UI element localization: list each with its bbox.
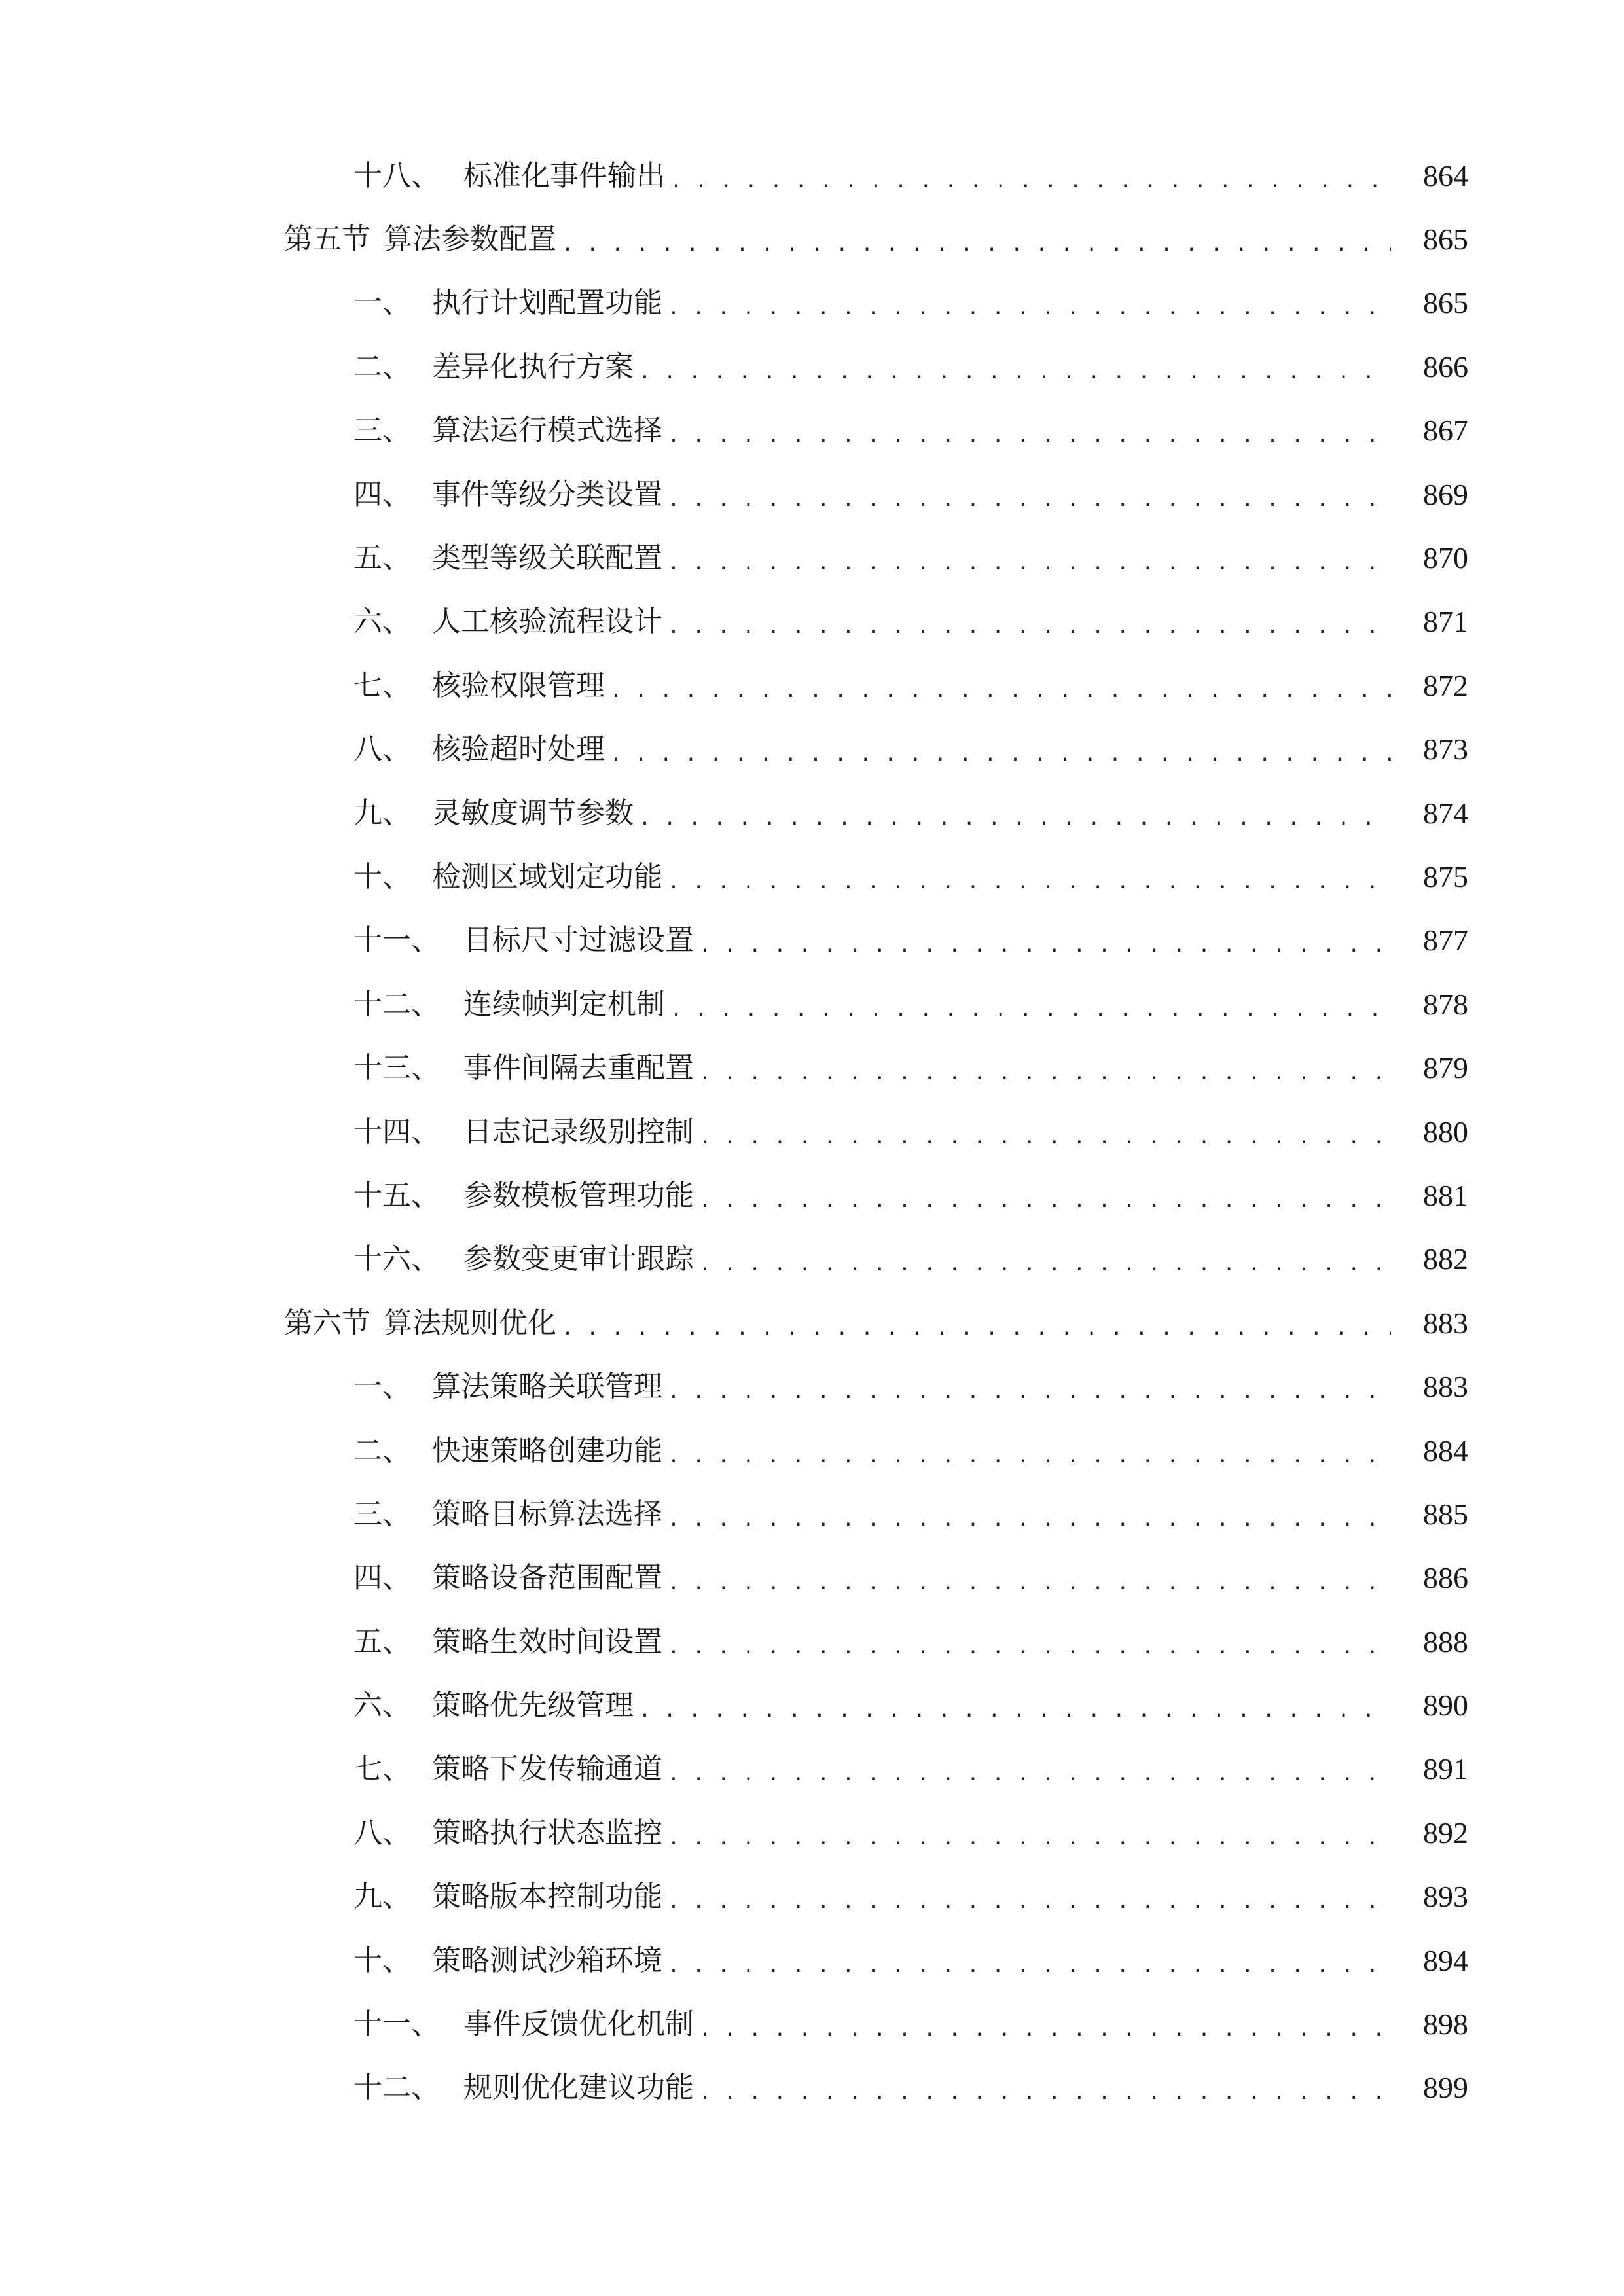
toc-entry-page: 886 xyxy=(1423,1561,1468,1595)
toc-entry-title: 策略目标算法选择 xyxy=(432,1497,662,1531)
toc-entry[interactable] xyxy=(0,590,1624,654)
toc-entry-page: 870 xyxy=(1423,541,1468,575)
dot-leader xyxy=(668,422,1391,450)
toc-entry-number: 七、 xyxy=(353,668,411,702)
toc-entry-title: 标准化事件输出 xyxy=(463,158,665,192)
toc-entry-number: 十四、 xyxy=(353,1115,440,1149)
toc-entry-title: 策略生效时间设置 xyxy=(432,1624,662,1659)
toc-entry-number: 十二、 xyxy=(353,987,440,1021)
toc-entry-page: 874 xyxy=(1423,796,1468,830)
dot-leader xyxy=(668,1888,1391,1916)
toc-entry-number: 四、 xyxy=(353,477,411,511)
dot-leader xyxy=(668,1760,1391,1789)
toc-entry-number: 十八、 xyxy=(353,158,440,192)
toc-entry-number: 十、 xyxy=(353,1943,411,1977)
toc-entry-page: 866 xyxy=(1423,350,1468,384)
toc-entry-title: 参数模板管理功能 xyxy=(463,1178,694,1212)
toc-entry[interactable] xyxy=(0,1801,1624,1865)
toc-entry-page: 877 xyxy=(1423,924,1468,958)
toc-entry-number: 九、 xyxy=(353,796,411,830)
toc-entry[interactable] xyxy=(0,2056,1624,2120)
toc-entry-page: 869 xyxy=(1423,477,1468,511)
toc-entry-title: 快速策略创建功能 xyxy=(432,1433,662,1467)
toc-entry[interactable] xyxy=(0,1419,1624,1482)
toc-entry[interactable] xyxy=(0,144,1624,207)
toc-entry-number: 十三、 xyxy=(353,1051,440,1085)
toc-entry-page: 881 xyxy=(1423,1178,1468,1212)
toc-entry[interactable] xyxy=(0,272,1624,335)
toc-entry[interactable] xyxy=(0,1674,1624,1737)
toc-entry[interactable] xyxy=(0,718,1624,781)
toc-entry[interactable] xyxy=(0,654,1624,717)
toc-section-title: 算法参数配置 xyxy=(384,223,556,257)
toc-entry-title: 灵敏度调节参数 xyxy=(432,796,634,830)
toc-entry-title: 策略设备范围配置 xyxy=(432,1561,662,1595)
dot-leader xyxy=(668,549,1391,578)
toc-entry-title: 日志记录级别控制 xyxy=(463,1115,694,1149)
toc-entry-number: 十、 xyxy=(353,859,411,893)
toc-entry-page: 890 xyxy=(1423,1689,1468,1723)
toc-entry-number: 四、 xyxy=(353,1561,411,1595)
toc-entry-title: 策略执行状态监控 xyxy=(432,1816,662,1850)
dot-leader xyxy=(668,1505,1391,1534)
dot-leader xyxy=(699,2079,1391,2108)
toc-entry-number: 六、 xyxy=(353,1689,411,1723)
toc-entry[interactable] xyxy=(0,781,1624,845)
toc-entry-page: 883 xyxy=(1423,1306,1468,1340)
toc-entry[interactable] xyxy=(0,845,1624,908)
toc-entry-page: 882 xyxy=(1423,1242,1468,1276)
toc-entry-title: 执行计划配置功能 xyxy=(432,286,662,320)
toc-entry-title: 核验超时处理 xyxy=(432,732,605,766)
toc-entry-number: 十五、 xyxy=(353,1178,440,1212)
toc-entry[interactable] xyxy=(0,335,1624,399)
dot-leader xyxy=(699,1059,1391,1088)
toc-entry-page: 888 xyxy=(1423,1624,1468,1659)
toc-entry-page: 892 xyxy=(1423,1816,1468,1850)
dot-leader xyxy=(668,1952,1391,1981)
toc-entry-page: 875 xyxy=(1423,859,1468,893)
toc-entry-page: 878 xyxy=(1423,987,1468,1021)
toc-entry[interactable] xyxy=(0,909,1624,973)
toc-entry-title: 差异化执行方案 xyxy=(432,350,634,384)
toc-entry[interactable] xyxy=(0,1228,1624,1291)
toc-entry-title: 规则优化建议功能 xyxy=(463,2071,694,2105)
dot-leader xyxy=(562,230,1391,259)
toc-entry[interactable] xyxy=(0,526,1624,590)
toc-entry-page: 893 xyxy=(1423,1880,1468,1914)
toc-entry-page: 865 xyxy=(1423,223,1468,257)
toc-section-number: 第五节 xyxy=(284,223,370,257)
dot-leader xyxy=(668,1569,1391,1598)
toc-entry-number: 八、 xyxy=(353,732,411,766)
dot-leader xyxy=(610,677,1391,706)
dot-leader xyxy=(668,1824,1391,1853)
toc-entry-number: 三、 xyxy=(353,414,411,448)
toc-entry-number: 七、 xyxy=(353,1752,411,1786)
toc-section-number: 第六节 xyxy=(284,1306,370,1340)
dot-leader xyxy=(699,931,1391,960)
toc-entry-title: 核验权限管理 xyxy=(432,668,605,702)
toc-entry-page: 884 xyxy=(1423,1433,1468,1467)
toc-entry-number: 二、 xyxy=(353,350,411,384)
dot-leader xyxy=(670,996,1391,1024)
dot-leader xyxy=(668,294,1391,323)
toc-section-entry[interactable] xyxy=(0,1291,1624,1355)
toc-entry-number: 十二、 xyxy=(353,2071,440,2105)
toc-entry-title: 人工核验流程设计 xyxy=(432,605,662,639)
toc-entry-page: 891 xyxy=(1423,1752,1468,1786)
toc-entry[interactable] xyxy=(0,1610,1624,1674)
toc-entry-page: 883 xyxy=(1423,1370,1468,1404)
toc-entry-number: 二、 xyxy=(353,1433,411,1467)
toc-entry[interactable] xyxy=(0,1355,1624,1418)
toc-entry-page: 879 xyxy=(1423,1051,1468,1085)
dot-leader xyxy=(668,486,1391,514)
toc-entry-title: 算法策略关联管理 xyxy=(432,1370,662,1404)
dot-leader xyxy=(639,804,1391,833)
toc-entry-number: 十一、 xyxy=(353,924,440,958)
toc-entry[interactable] xyxy=(0,1547,1624,1610)
toc-entry-page: 899 xyxy=(1423,2071,1468,2105)
toc-entry-title: 连续帧判定机制 xyxy=(463,987,665,1021)
toc-entry-title: 策略版本控制功能 xyxy=(432,1880,662,1914)
toc-entry[interactable] xyxy=(0,1164,1624,1227)
dot-leader xyxy=(699,1250,1391,1279)
dot-leader xyxy=(668,1442,1391,1471)
toc-entry-page: 898 xyxy=(1423,2007,1468,2041)
toc-entry-title: 策略下发传输通道 xyxy=(432,1752,662,1786)
dot-leader xyxy=(639,358,1391,387)
toc-entry[interactable] xyxy=(0,1100,1624,1164)
dot-leader xyxy=(639,1696,1391,1725)
toc-entry-number: 九、 xyxy=(353,1880,411,1914)
toc-section-entry[interactable] xyxy=(0,207,1624,271)
toc-entry[interactable] xyxy=(0,463,1624,526)
dot-leader xyxy=(668,613,1391,641)
toc-entry-title: 目标尺寸过滤设置 xyxy=(463,924,694,958)
dot-leader xyxy=(562,1314,1391,1343)
toc-entry-number: 八、 xyxy=(353,1816,411,1850)
toc-entry-number: 一、 xyxy=(353,1370,411,1404)
toc-entry-title: 检测区域划定功能 xyxy=(432,859,662,893)
dot-leader xyxy=(699,1187,1391,1215)
toc-entry-title: 事件等级分类设置 xyxy=(432,477,662,511)
toc-entry[interactable] xyxy=(0,973,1624,1036)
toc-entry[interactable] xyxy=(0,399,1624,463)
toc-entry-page: 872 xyxy=(1423,668,1468,702)
toc-entry-page: 894 xyxy=(1423,1943,1468,1977)
dot-leader xyxy=(668,868,1391,897)
toc-entry-title: 事件间隔去重配置 xyxy=(463,1051,694,1085)
dot-leader xyxy=(670,167,1391,196)
toc-entry-page: 873 xyxy=(1423,732,1468,766)
toc-section-title: 算法规则优化 xyxy=(384,1306,556,1340)
dot-leader xyxy=(668,1633,1391,1662)
toc-entry-title: 策略优先级管理 xyxy=(432,1689,634,1723)
toc-entry-number: 五、 xyxy=(353,541,411,575)
toc-entry[interactable] xyxy=(0,1482,1624,1546)
toc-entry-title: 算法运行模式选择 xyxy=(432,414,662,448)
toc-entry-page: 865 xyxy=(1423,286,1468,320)
toc-entry[interactable] xyxy=(0,1992,1624,2056)
dot-leader xyxy=(699,1123,1391,1152)
toc-entry-number: 十六、 xyxy=(353,1242,440,1276)
toc-entry-number: 十一、 xyxy=(353,2007,440,2041)
toc-entry-page: 880 xyxy=(1423,1115,1468,1149)
toc-entry-title: 类型等级关联配置 xyxy=(432,541,662,575)
toc-entry-page: 871 xyxy=(1423,605,1468,639)
toc-entry-number: 六、 xyxy=(353,605,411,639)
toc-entry-number: 一、 xyxy=(353,286,411,320)
toc-entry-page: 867 xyxy=(1423,414,1468,448)
toc-entry-page: 864 xyxy=(1423,158,1468,192)
table-of-contents xyxy=(0,144,1624,2120)
toc-entry[interactable] xyxy=(0,1929,1624,1992)
toc-entry[interactable] xyxy=(0,1865,1624,1929)
dot-leader xyxy=(668,1378,1391,1407)
toc-entry[interactable] xyxy=(0,1738,1624,1801)
dot-leader xyxy=(699,2015,1391,2044)
toc-entry-number: 三、 xyxy=(353,1497,411,1531)
toc-entry-number: 五、 xyxy=(353,1624,411,1659)
toc-entry[interactable] xyxy=(0,1036,1624,1100)
toc-entry-title: 策略测试沙箱环境 xyxy=(432,1943,662,1977)
toc-entry-page: 885 xyxy=(1423,1497,1468,1531)
dot-leader xyxy=(610,740,1391,769)
toc-entry-title: 事件反馈优化机制 xyxy=(463,2007,694,2041)
toc-entry-title: 参数变更审计跟踪 xyxy=(463,1242,694,1276)
